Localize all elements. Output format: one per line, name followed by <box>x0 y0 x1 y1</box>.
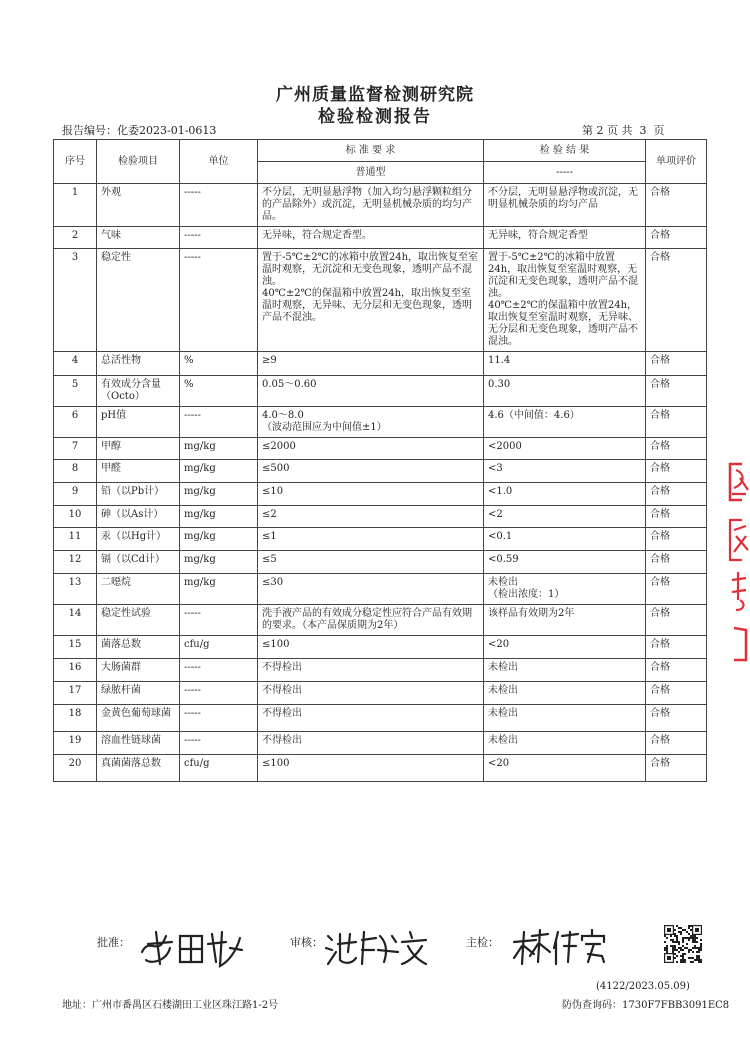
cell-no: 12 <box>54 551 97 574</box>
table-row <box>54 407 707 438</box>
table-row <box>54 249 707 352</box>
cell-unit: ----- <box>180 732 258 755</box>
cell-standard: ≤100 <box>258 636 484 659</box>
cell-standard: 不得检出 <box>258 732 484 755</box>
cell-item: 甲醇 <box>97 438 180 460</box>
cell-no: 10 <box>54 506 97 528</box>
cell-standard: 不得检出 <box>258 659 484 682</box>
table-row <box>54 528 707 551</box>
cell-eval: 合格 <box>646 249 707 352</box>
cell-item: 溶血性链球菌 <box>97 732 180 755</box>
results-table <box>53 139 707 782</box>
cell-result: 未检出 <box>484 659 646 682</box>
cell-standard: 不分层，无明显悬浮物（加入均匀悬浮颗粒组分的产品除外）或沉淀，无明显机械杂质的均匀产品。 <box>258 184 484 227</box>
cell-unit: mg/kg <box>180 551 258 574</box>
cell-result: 11.4 <box>484 352 646 376</box>
cell-item: 甲醛 <box>97 460 180 483</box>
cell-standard: 0.05～0.60 <box>258 376 484 407</box>
org-name: 广州质量监督检测研究院 <box>276 85 474 105</box>
table-row <box>54 732 707 755</box>
cell-no: 3 <box>54 249 97 352</box>
table-row <box>54 184 707 227</box>
table-row <box>54 659 707 682</box>
cell-result: 不分层，无明显悬浮物或沉淀，无明显机械杂质的均匀产品 <box>484 184 646 227</box>
cell-standard: ≤2000 <box>258 438 484 460</box>
cell-standard: 置于-5℃±2℃的冰箱中放置24h，取出恢复至室温时观察，无沉淀和无变色现象，透明产品不混浊。 40℃±2℃的保温箱中放置24h，取出恢复至室温时观察，无异味、无分层和无变色现象，透明产品不混浊。 <box>258 249 484 352</box>
cell-standard: ≤500 <box>258 460 484 483</box>
cell-result: <0.59 <box>484 551 646 574</box>
cell-eval: 合格 <box>646 184 707 227</box>
col-header-standard: 标 准 要 求 <box>258 140 484 162</box>
cell-eval: 合格 <box>646 636 707 659</box>
cell-unit: ----- <box>180 659 258 682</box>
cell-item: 稳定性 <box>97 249 180 352</box>
col-header-no: 序号 <box>54 140 97 184</box>
sub-header-standard: 普通型 <box>258 162 484 184</box>
cell-unit: ----- <box>180 184 258 227</box>
review-label: 审核： <box>290 936 323 949</box>
table-row <box>54 705 707 732</box>
cell-result: <20 <box>484 636 646 659</box>
table-row <box>54 483 707 506</box>
cell-eval: 合格 <box>646 605 707 636</box>
cell-unit: % <box>180 352 258 376</box>
cell-unit: ----- <box>180 605 258 636</box>
cell-no: 18 <box>54 705 97 732</box>
report-number: 报告编号：化委2023-01-0613 <box>62 124 217 137</box>
approve-signature <box>136 922 248 970</box>
cell-standard: ≥9 <box>258 352 484 376</box>
cell-item: 砷（以As计） <box>97 506 180 528</box>
cell-no: 14 <box>54 605 97 636</box>
cell-unit: mg/kg <box>180 574 258 605</box>
seal-stamp <box>726 460 750 670</box>
inspector-signature <box>508 922 608 970</box>
cell-eval: 合格 <box>646 682 707 705</box>
cell-eval: 合格 <box>646 376 707 407</box>
cell-result: 该样品有效期为2年 <box>484 605 646 636</box>
cell-no: 20 <box>54 755 97 782</box>
table-row <box>54 551 707 574</box>
cell-eval: 合格 <box>646 506 707 528</box>
col-header-item: 检验项目 <box>97 140 180 184</box>
cell-item: 真菌菌落总数 <box>97 755 180 782</box>
qr-code <box>664 925 702 963</box>
cell-no: 2 <box>54 227 97 249</box>
cell-unit: ----- <box>180 407 258 438</box>
cell-standard: ≤5 <box>258 551 484 574</box>
cell-item: 总活性物 <box>97 352 180 376</box>
cell-result: <20 <box>484 755 646 782</box>
table-row <box>54 227 707 249</box>
cell-eval: 合格 <box>646 705 707 732</box>
cell-item: 气味 <box>97 227 180 249</box>
cell-eval: 合格 <box>646 227 707 249</box>
table-row <box>54 460 707 483</box>
cell-result: 未检出 <box>484 705 646 732</box>
table-row <box>54 605 707 636</box>
table-row <box>54 506 707 528</box>
page-info: 第 2 页 共 3 页 <box>582 124 665 137</box>
cell-item: pH值 <box>97 407 180 438</box>
cell-no: 8 <box>54 460 97 483</box>
report-title: 检验检测报告 <box>318 107 432 127</box>
anti-fake-code: 防伪查询码：1730F7FBB3091EC8 <box>562 1000 730 1011</box>
address: 地址：广州市番禺区石楼湖田工业区珠江路1-2号 <box>62 1000 279 1011</box>
cell-unit: % <box>180 376 258 407</box>
cell-standard: 不得检出 <box>258 705 484 732</box>
cell-unit: mg/kg <box>180 483 258 506</box>
col-header-eval: 单项评价 <box>646 140 707 184</box>
cell-standard: 无异味，符合规定香型。 <box>258 227 484 249</box>
cell-eval: 合格 <box>646 407 707 438</box>
cell-item: 汞（以Hg计） <box>97 528 180 551</box>
cell-eval: 合格 <box>646 551 707 574</box>
cell-item: 二噁烷 <box>97 574 180 605</box>
table-row <box>54 755 707 782</box>
cell-eval: 合格 <box>646 732 707 755</box>
cell-unit: mg/kg <box>180 506 258 528</box>
sub-header-result: ----- <box>484 162 646 184</box>
cell-no: 7 <box>54 438 97 460</box>
cell-item: 大肠菌群 <box>97 659 180 682</box>
cell-result: <2 <box>484 506 646 528</box>
cell-no: 1 <box>54 184 97 227</box>
cell-result: 4.6（中间值：4.6） <box>484 407 646 438</box>
cell-unit: ----- <box>180 249 258 352</box>
cell-item: 稳定性试验 <box>97 605 180 636</box>
cell-item: 铅（以Pb计） <box>97 483 180 506</box>
cell-result: <2000 <box>484 438 646 460</box>
cell-item: 菌落总数 <box>97 636 180 659</box>
cell-no: 6 <box>54 407 97 438</box>
cell-eval: 合格 <box>646 528 707 551</box>
cell-eval: 合格 <box>646 460 707 483</box>
cell-result: <3 <box>484 460 646 483</box>
cell-eval: 合格 <box>646 574 707 605</box>
cell-unit: ----- <box>180 227 258 249</box>
cell-no: 15 <box>54 636 97 659</box>
cell-result: 0.30 <box>484 376 646 407</box>
signature-row <box>0 922 750 982</box>
cell-result: <1.0 <box>484 483 646 506</box>
cell-unit: mg/kg <box>180 438 258 460</box>
cell-result: <0.1 <box>484 528 646 551</box>
col-header-unit: 单位 <box>180 140 258 184</box>
table-row <box>54 682 707 705</box>
approve-label: 批准： <box>97 936 130 949</box>
cell-unit: mg/kg <box>180 460 258 483</box>
cell-no: 5 <box>54 376 97 407</box>
cell-standard: 不得检出 <box>258 682 484 705</box>
cell-item: 绿脓杆菌 <box>97 682 180 705</box>
review-signature <box>322 922 430 970</box>
cell-no: 19 <box>54 732 97 755</box>
cell-eval: 合格 <box>646 755 707 782</box>
cell-standard: 4.0～8.0 （波动范围应为中间值±1） <box>258 407 484 438</box>
cell-no: 16 <box>54 659 97 682</box>
cell-unit: cfu/g <box>180 636 258 659</box>
cell-no: 11 <box>54 528 97 551</box>
cell-result: 未检出 （检出浓度：1） <box>484 574 646 605</box>
cell-standard: ≤2 <box>258 506 484 528</box>
table-row <box>54 438 707 460</box>
cell-result: 无异味，符合规定香型 <box>484 227 646 249</box>
cell-standard: ≤10 <box>258 483 484 506</box>
inspector-label: 主检： <box>466 936 499 949</box>
cell-unit: ----- <box>180 705 258 732</box>
cell-result: 未检出 <box>484 682 646 705</box>
cell-item: 有效成分含量（Octo） <box>97 376 180 407</box>
cell-standard: ≤100 <box>258 755 484 782</box>
cell-unit: ----- <box>180 682 258 705</box>
cell-standard: ≤1 <box>258 528 484 551</box>
cell-item: 镉（以Cd计） <box>97 551 180 574</box>
cell-no: 17 <box>54 682 97 705</box>
cell-result: 未检出 <box>484 732 646 755</box>
cell-item: 外观 <box>97 184 180 227</box>
cell-result: 置于-5℃±2℃的冰箱中放置24h，取出恢复至室温时观察，无沉淀和无变色现象，透明产品不混浊。 40℃±2℃的保温箱中放置24h，取出恢复至室温时观察，无异味、无分层和无变色现象，透明产品不混浊。 <box>484 249 646 352</box>
cell-eval: 合格 <box>646 659 707 682</box>
cell-eval: 合格 <box>646 438 707 460</box>
col-header-result: 检 验 结 果 <box>484 140 646 162</box>
cell-no: 9 <box>54 483 97 506</box>
cell-unit: mg/kg <box>180 528 258 551</box>
table-row <box>54 352 707 376</box>
cell-unit: cfu/g <box>180 755 258 782</box>
cell-standard: 洗手液产品的有效成分稳定性应符合产品有效期的要求。（本产品保质期为2年） <box>258 605 484 636</box>
cell-eval: 合格 <box>646 483 707 506</box>
cell-standard: ≤30 <box>258 574 484 605</box>
table-row <box>54 574 707 605</box>
cell-item: 金黄色葡萄球菌 <box>97 705 180 732</box>
table-row <box>54 636 707 659</box>
cell-no: 13 <box>54 574 97 605</box>
table-row <box>54 376 707 407</box>
cell-eval: 合格 <box>646 352 707 376</box>
report-code: (4122/2023.05.09) <box>596 981 690 992</box>
cell-no: 4 <box>54 352 97 376</box>
